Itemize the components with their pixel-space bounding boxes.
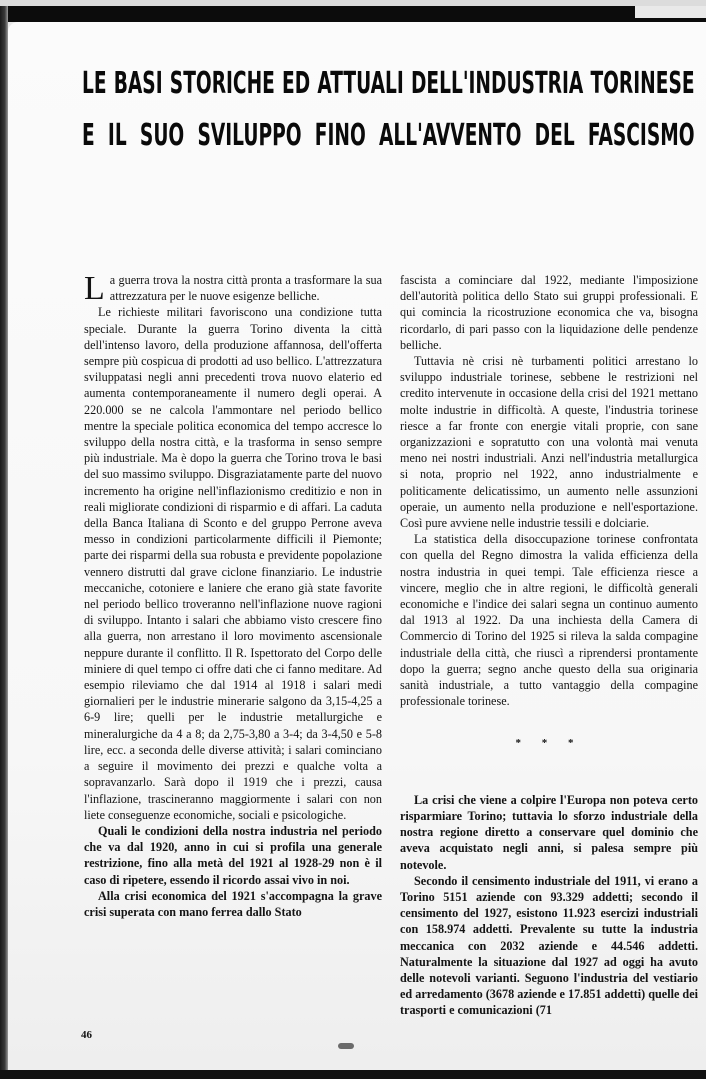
page-number: 46 — [81, 1029, 92, 1041]
scan-bottom-border — [0, 1070, 706, 1079]
paragraph: fascista a cominciare dal 1922, mediante l'imposizione dell'autorità politica dello Stato sui gruppi professionali. E qui comincia la ricostruzione economica che va, bisogna ricordarlo, di pari passo con la liquidazione delle pendenze belliche. — [400, 273, 698, 352]
scan-left-border — [0, 6, 8, 1079]
paragraph: Tuttavia nè crisi nè turbamenti politici arrestano lo sviluppo industriale torinese, sebbene le restrizioni nel credito intervenute in occasione della crisi del 1921 mettano molte industrie in difficoltà. A queste, l'industria torinese riesce a far fronte con energie vitali proprie, con sane organizzazioni e sopratutto con una volontà mai venuta meno nei nostri industriali. Anzi nell'industria metallurgica si nota, proprio nel 1922, anno industrialmente e politicamente delicatissimo, un aumento nelle assunzioni operaie, un aumento nella produzione e nell'esportazione. Così pure avviene nelle industrie tessili e dolciarie. — [400, 354, 698, 531]
paragraph: Alla crisi economica del 1921 s'accompagna la grave crisi superata con mano ferrea dallo Stato — [84, 888, 382, 919]
paragraph: Quali le condizioni della nostra industria nel periodo che va dal 1920, anno in cui si profila una generale restrizione, fino alla metà del 1921 al 1928-29 non è il caso di ripetere, essendo il ricordo assai vivo in noi. — [84, 823, 382, 887]
paragraph: Le richieste militari favoriscono una condizione tutta speciale. Durante la guerra Torino diventa la città dell'intenso lavoro, della produzione affannosa, dell'offerta sempre più cospicua di prodotti ad uso bellico. L'attrezzatura sviluppatasi negli anni precedenti trova nuovo elaterio ed aumenta contemporaneamente il numero degli operai. A 220.000 se ne calcola l'ammontare nel periodo bellico mentre la speciale politica economica del tempo accresce lo sviluppo della nostra città, e la trasforma in senso sempre più industriale. Ma è dopo la guerra che Torino trova le basi del suo massimo sviluppo. Disgraziatamente parte del nuovo incremento ha origine nell'inflazionismo creditizio e non in reali migliorate condizioni di risparmio e di affari. La caduta della Banca Italiana di Sconto e del gruppo Perrone aveva messo in condizioni particolarmente difficili il Piemonte; parte dei risparmi della sua robusta e previdente popolazione vennero distrutti dal grave ciclone finanziario. Le industrie meccaniche, cotoniere e laniere che erano già state favorite nel periodo bellico troveranno nell'inflazione nuove ragioni di sviluppo. Intanto i salari che abbiamo visto crescere fino alla guerra, non arrestano il loro movimento ascensionale neppure durante il conflitto. Il R. Ispettorato del Corpo delle miniere di quel tempo ci offre dati che ci fanno meditare. Ad esempio rileviamo che dal 1914 al 1918 i salari medi giornalieri per le industrie minerarie salgono da 3,15-4,25 a 6-9 lire; quelli per le industrie metallurgiche e mineralurgiche da 4 a 8; da 2,75-3,80 a 3-4; da 3-4,50 e 5-8 lire, ecc. a seconda delle diverse attività; i salari cominciano a seguire il movimento dei prezzi e qualche volta a sopravanzarlo. Sarà dopo il 1919 che i prezzi, causa l'inflazione, trascineranno maggiormente i salari con non liete conseguenze economiche, sociali e psicologiche. — [84, 305, 382, 822]
section-separator: * * * — [515, 737, 583, 750]
paragraph: La crisi che viene a colpire l'Europa non poteva certo risparmiare Torino; tuttavia lo sforzo industriale della nostra regione diretto a conservare quel dominio che aveva acquistato negli anni, si palesa sempre più notevole. — [400, 792, 698, 872]
right-column — [400, 272, 698, 1019]
paragraph: Secondo il censimento industriale del 1911, vi erano a Torino 5151 aziende con 93.329 addetti; secondo il censimento del 1927, esistono 11.923 esercizi industriali con 158.974 addetti. Prevalente su tutte la industria meccanica con 2032 aziende e 44.546 addetti. Naturalmente la situazione dal 1927 ad oggi ha avuto delle notevoli varianti. Seguono l'industria del vestiario ed arredamento (3678 aziende e 17.851 addetti) quelle dei trasporti e comunicazioni (71 — [400, 873, 698, 1018]
scan-smudge — [338, 1043, 354, 1049]
paragraph: La guerra trova la nostra città pronta a trasformare la sua attrezzatura per le nuove esigenze belliche. — [84, 270, 382, 307]
paragraph: La statistica della disoccupazione torinese confrontata con quella del Regno dimostra la valida efficienza della nostra industria in quei tempi. Tale efficienza riesce a vincere, meglio che in altre regioni, le difficoltà generali economiche e l'indice dei salari segna un continuo aumento dal 1913 al 1922. Da una inchiesta della Camera di Commercio di Torino del 1925 si rileva la salda compagine industriale della città, che riuscì a riprendersi prontamente dopo la guerra; segno anche questo della sua originaria sanità industriale, a tutto vantaggio della compagine professionale torinese. — [400, 532, 698, 709]
left-column — [84, 272, 382, 920]
drop-cap: L — [84, 270, 105, 307]
title-line-1: LE BASI STORICHE ED ATTUALI DELL'INDUSTRIA TORINESE — [82, 66, 695, 101]
scan-top-border — [0, 6, 635, 22]
article-title — [82, 58, 695, 162]
title-line-2: E IL SUO SVILUPPO FINO ALL'AVVENTO DEL FASCISMO — [82, 118, 695, 153]
